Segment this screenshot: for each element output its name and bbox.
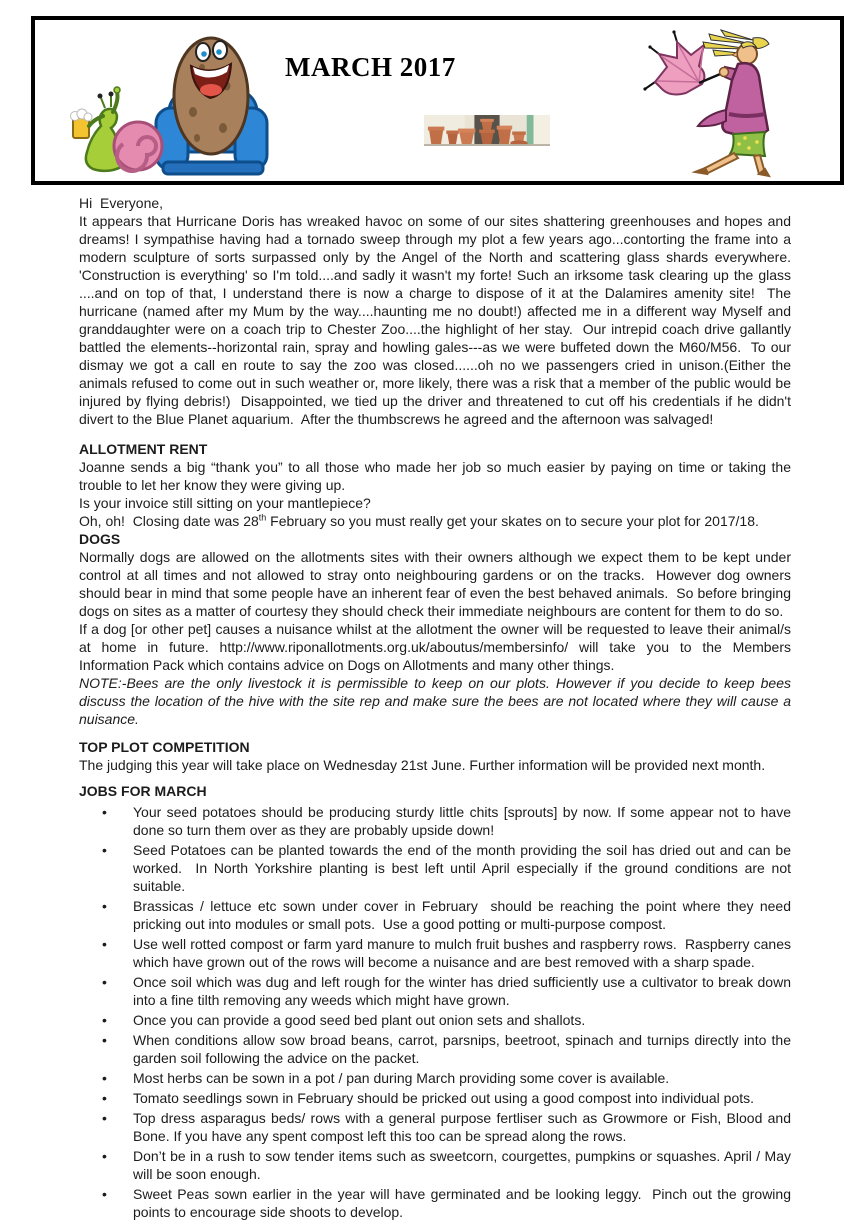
job-text: Tomato seedlings sown in February should be pricked out using a good compost into individual pots. <box>133 1090 755 1106</box>
bullet-icon: • <box>102 1148 107 1164</box>
greeting-line: Hi Everyone, <box>79 195 164 211</box>
snail-icon <box>71 87 163 171</box>
allotment-rent-heading: ALLOTMENT RENT <box>79 441 208 457</box>
newsletter-title: MARCH 2017 <box>285 52 456 82</box>
potato-icon <box>174 38 248 154</box>
bees-note: NOTE:-Bees are the only livestock it is permissible to keep on our plots. However if you decide to keep bees discuss the location of the hive with the site rep and make sure the bees are not located where they will cause a nuisance. <box>79 675 791 727</box>
list-item <box>79 935 791 971</box>
masthead-border-box <box>31 16 844 185</box>
windy-woman-illustration <box>641 22 803 178</box>
bullet-icon: • <box>102 974 107 990</box>
skirt-icon <box>730 132 765 156</box>
job-text: Brassicas / lettuce etc sown under cover in February should be reaching the point where they need pricking out into modules or small pots. Use a good potting or multi-purpose compost. <box>133 898 791 932</box>
list-item <box>79 803 791 839</box>
list-item <box>79 897 791 933</box>
job-text: Use well rotted compost or farm yard manure to mulch fruit bushes and raspberry rows. Raspberry canes which have grown out of the rows will become a nuisance and are best removed with a sharp spade. <box>133 936 791 970</box>
intro-paragraph: It appears that Hurricane Doris has wreaked havoc on some of our sites shattering greenhouses and hopes and dreams! I sympathise having had a tornado sweep through my plot a few years ago...contorting the frame into a modern sculpture of sorts surpassed only by the Angel of the North and scattering glass shards everywhere. 'Construction is everything' so I'm told....and sadly it wasn't my forte! Such an irksome task clearing up the glass ....and on top of that, I understand there is now a charge to dispose of it at the Dalamires amenity site! The hurricane (named after my Mum by the way....haunting me no doubt!) affected me in a different way Myself and granddaughter were on a coach trip to Chester Zoo....the highlight of her stay. Our intrepid coach drive gallantly battled the elements--horizontal rain, spray and howling gales---as we were buffeted down the M60/M56. To our dismay we got a call en route to say the zoo was closed......oh no we passengers cried in unison.(Either the animals refused to come out in such weather or, more likely, there was a risk that a member of the public would be injured by flying debris!) Disappointed, we tied up the driver and threatened to cut off his credentials if he didn't divert to the Blue Planet aquarium. After the thumbscrews he agreed and the afternoon was salvaged! <box>79 213 791 427</box>
allotment-rent-paragraph: Joanne sends a big “thank you” to all those who made her job so much easier by paying on time or taking the trouble to let her know they were giving up. <box>79 459 791 493</box>
list-item <box>79 973 791 1009</box>
bullet-icon: • <box>102 804 107 820</box>
legs-icon <box>695 153 769 176</box>
dogs-heading: DOGS <box>79 531 121 547</box>
job-text: Your seed potatoes should be producing sturdy little chits [sprouts] by now. If some appear not to have done so turn them over as they are probably upside down! <box>133 804 791 838</box>
invoice-line: Is your invoice still sitting on your mantlepiece? <box>79 495 371 511</box>
job-text: Seed Potatoes can be planted towards the end of the month providing the soil has dried out and can be worked. In North Yorkshire planting is best left until April especially if the ground conditions are not suitable. <box>133 842 791 894</box>
couch-potato-snail-image <box>53 24 278 174</box>
closing-date-text: Oh, oh! Closing date was 28 <box>79 513 259 529</box>
list-item <box>79 1011 791 1029</box>
list-item <box>79 1031 791 1067</box>
terracotta-pots-photo <box>423 115 551 146</box>
jobs-list <box>79 803 791 1221</box>
job-text: Don’t be in a rush to sow tender items such as sweetcorn, courgettes, pumpkins or squashes. April / May will be soon enough. <box>133 1148 791 1182</box>
jobs-heading: JOBS FOR MARCH <box>79 783 207 799</box>
job-text: When conditions allow sow broad beans, carrot, parsnips, beetroot, spinach and turnips directly into the garden soil following the advice on the packet. <box>133 1032 791 1066</box>
bullet-icon: • <box>102 1070 107 1086</box>
list-item <box>79 1089 791 1107</box>
job-text: Top dress asparagus beds/ rows with a general purpose fertliser such as Growmore or Fish, Blood and Bone. If you have any spent compost left this too can be spread along the rows. <box>133 1110 791 1144</box>
list-item <box>79 841 791 895</box>
newsletter-body <box>79 194 791 1223</box>
bullet-icon: • <box>102 1186 107 1202</box>
job-text: Once you can provide a good seed bed plant out onion sets and shallots. <box>133 1012 586 1028</box>
ordinal-superscript: th <box>258 512 267 523</box>
couch-potato-illustration <box>53 24 278 177</box>
list-item <box>79 1109 791 1145</box>
job-text: Most herbs can be sown in a pot / pan during March providing some cover is available. <box>133 1070 670 1086</box>
belt-icon <box>729 114 765 116</box>
job-text: Once soil which was dug and left rough for the winter has dried sufficiently use a cultivator to break down into a fine tilth removing any weeds which might have grown. <box>133 974 791 1008</box>
pots-photo <box>423 115 551 146</box>
bullet-icon: • <box>102 936 107 952</box>
bullet-icon: • <box>102 898 107 914</box>
list-item <box>79 1069 791 1087</box>
bullet-icon: • <box>102 1032 107 1048</box>
list-item <box>79 1185 791 1221</box>
closing-date-line <box>79 512 791 530</box>
bullet-icon: • <box>102 842 107 858</box>
dogs-paragraph-2: If a dog [or other pet] causes a nuisance whilst at the allotment the owner will be requested to leave their animal/s at home in future. http://www.riponallotments.org.uk/aboutus/membersinfo/ will take you to the Members Information Pack which contains advice on Dogs on Allotments and many other things. <box>79 621 791 673</box>
closing-date-text-tail: February so you must really get your skates on to secure your plot for 2017/18. <box>266 513 759 529</box>
hand-icon <box>720 68 729 77</box>
bullet-icon: • <box>102 1090 107 1106</box>
windy-woman-image <box>641 22 803 178</box>
top-plot-paragraph: The judging this year will take place on Wednesday 21st June. Further information will be provided next month. <box>79 757 766 773</box>
dogs-paragraph-1: Normally dogs are allowed on the allotments sites with their owners although we expect them to be kept under control at all times and not allowed to stray onto neighbouring gardens or on the tracks. However dog owners should bear in mind that some people have an inherent fear of even the best behaved animals. So before bringing dogs on sites as a matter of courtesy they should check their immediate neighbours are content for them to do so. <box>79 549 791 619</box>
top-plot-heading: TOP PLOT COMPETITION <box>79 739 250 755</box>
list-item <box>79 1147 791 1183</box>
job-text: Sweet Peas sown earlier in the year will have germinated and be looking leggy. Pinch out the growing points to encourage side shoots to develop. <box>133 1186 791 1220</box>
bullet-icon: • <box>102 1110 107 1126</box>
bullet-icon: • <box>102 1012 107 1028</box>
